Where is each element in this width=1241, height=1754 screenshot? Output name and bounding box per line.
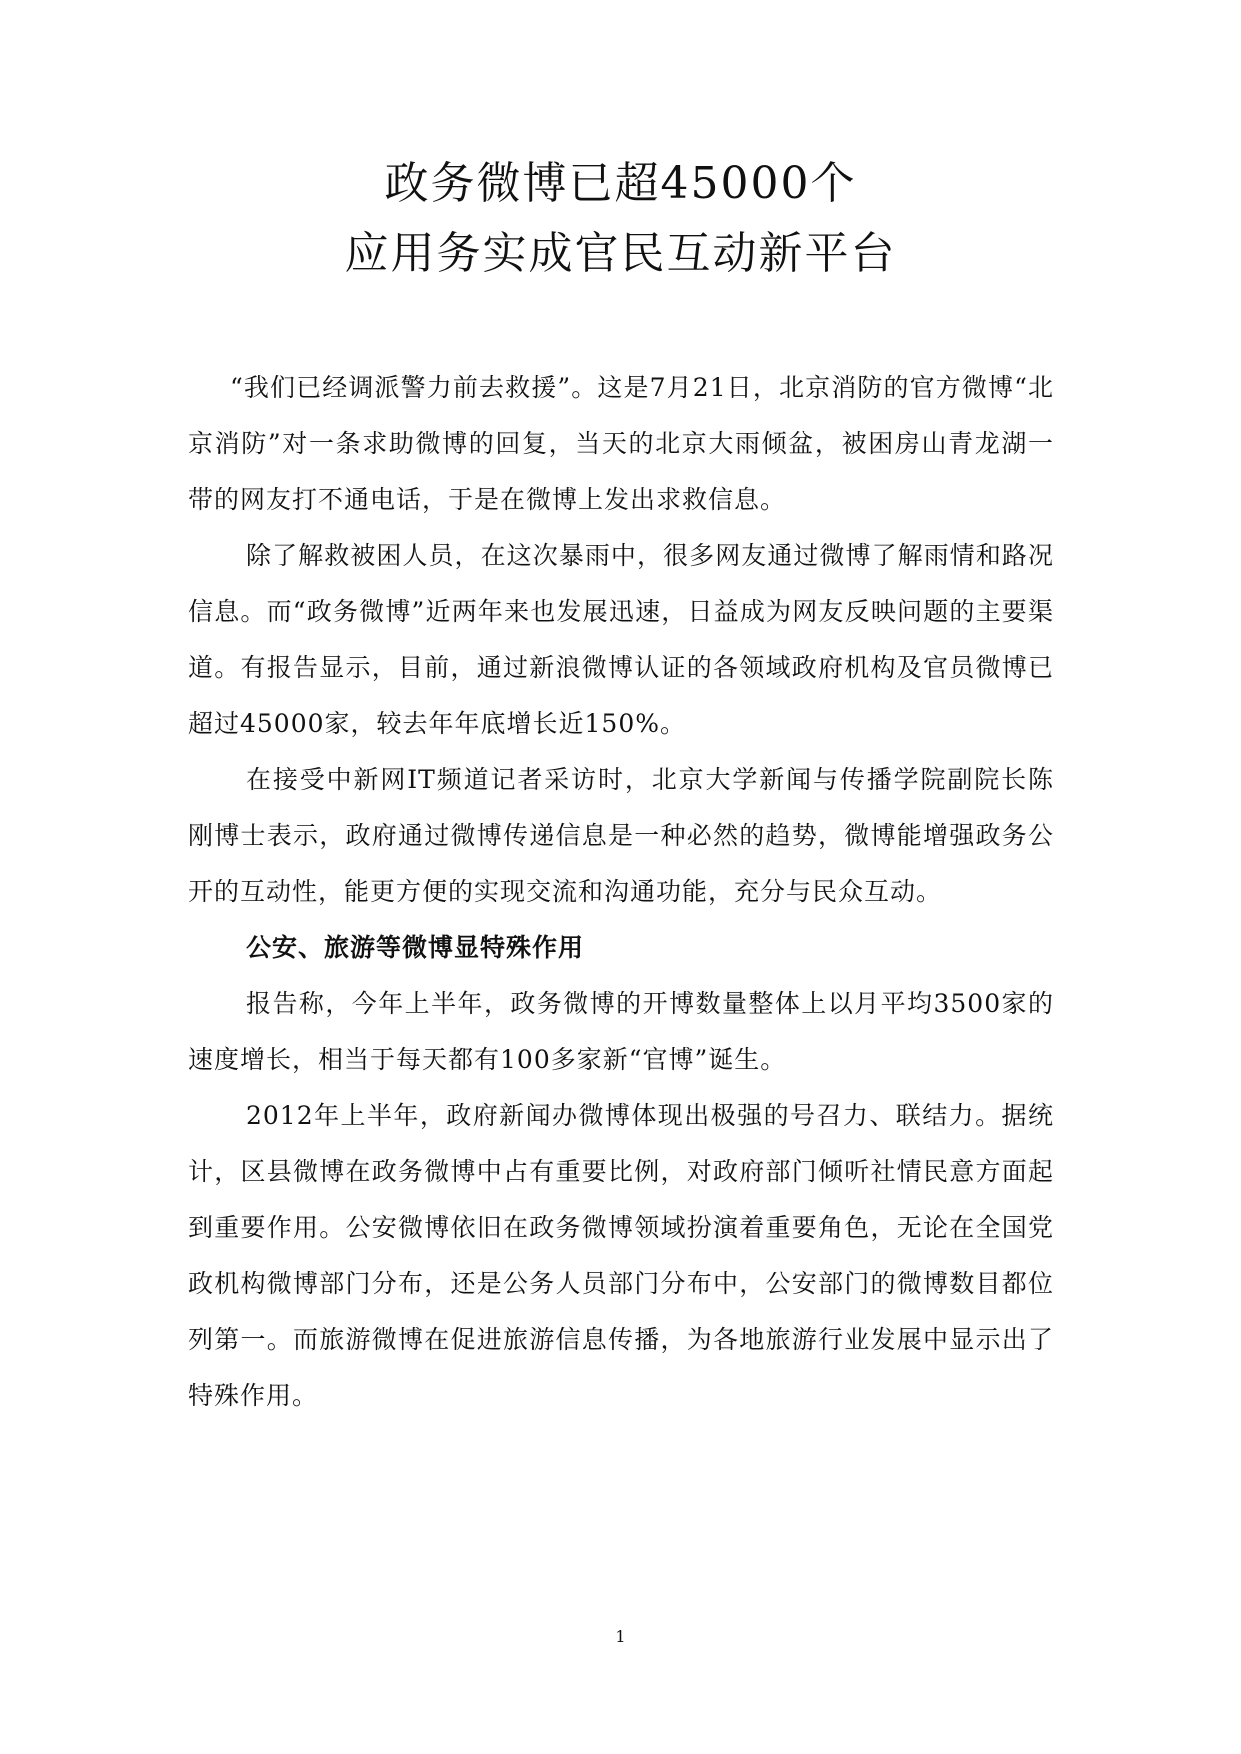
paragraph-1: “我们已经调派警力前去救援”。这是7月21日，北京消防的官方微博“北京消防”对一条求助微博的回复，当天的北京大雨倾盆，被困房山青龙湖一带的网友打不通电话，于是在微博上发出求救信息。 bbox=[188, 373, 1054, 514]
section-heading: 公安、旅游等微博显特殊作用 bbox=[246, 933, 585, 962]
article-body bbox=[188, 360, 1054, 1424]
paragraph-3: 在接受中新网IT频道记者采访时，北京大学新闻与传播学院副院长陈刚博士表示，政府通过微博传递信息是一种必然的趋势，微博能增强政务公开的互动性，能更方便的实现交流和沟通功能，充分与民众互动。 bbox=[188, 765, 1054, 906]
title-line-1: 政务微博已超45000个 bbox=[384, 158, 857, 209]
paragraph-2: 除了解救被困人员，在这次暴雨中，很多网友通过微博了解雨情和路况信息。而“政务微博”近两年来也发展迅速，日益成为网友反映问题的主要渠道。有报告显示，目前，通过新浪微博认证的各领域政府机构及官员微博已超过45000家，较去年年底增长近150%。 bbox=[188, 541, 1054, 738]
paragraph-5: 2012年上半年，政府新闻办微博体现出极强的号召力、联结力。据统计，区县微博在政务微博中占有重要比例，对政府部门倾听社情民意方面起到重要作用。公安微博依旧在政务微博领域扮演着重要角色，无论在全国党政机构微博部门分布，还是公务人员部门分布中，公安部门的微博数目都位列第一。而旅游微博在促进旅游信息传播，为各地旅游行业发展中显示出了特殊作用。 bbox=[188, 1101, 1054, 1410]
title-line-2: 应用务实成官民互动新平台 bbox=[344, 228, 897, 279]
paragraph-4: 报告称，今年上半年，政务微博的开博数量整体上以月平均3500家的速度增长，相当于每天都有100多家新“官博”诞生。 bbox=[188, 989, 1054, 1074]
page-number: 1 bbox=[615, 1627, 626, 1646]
